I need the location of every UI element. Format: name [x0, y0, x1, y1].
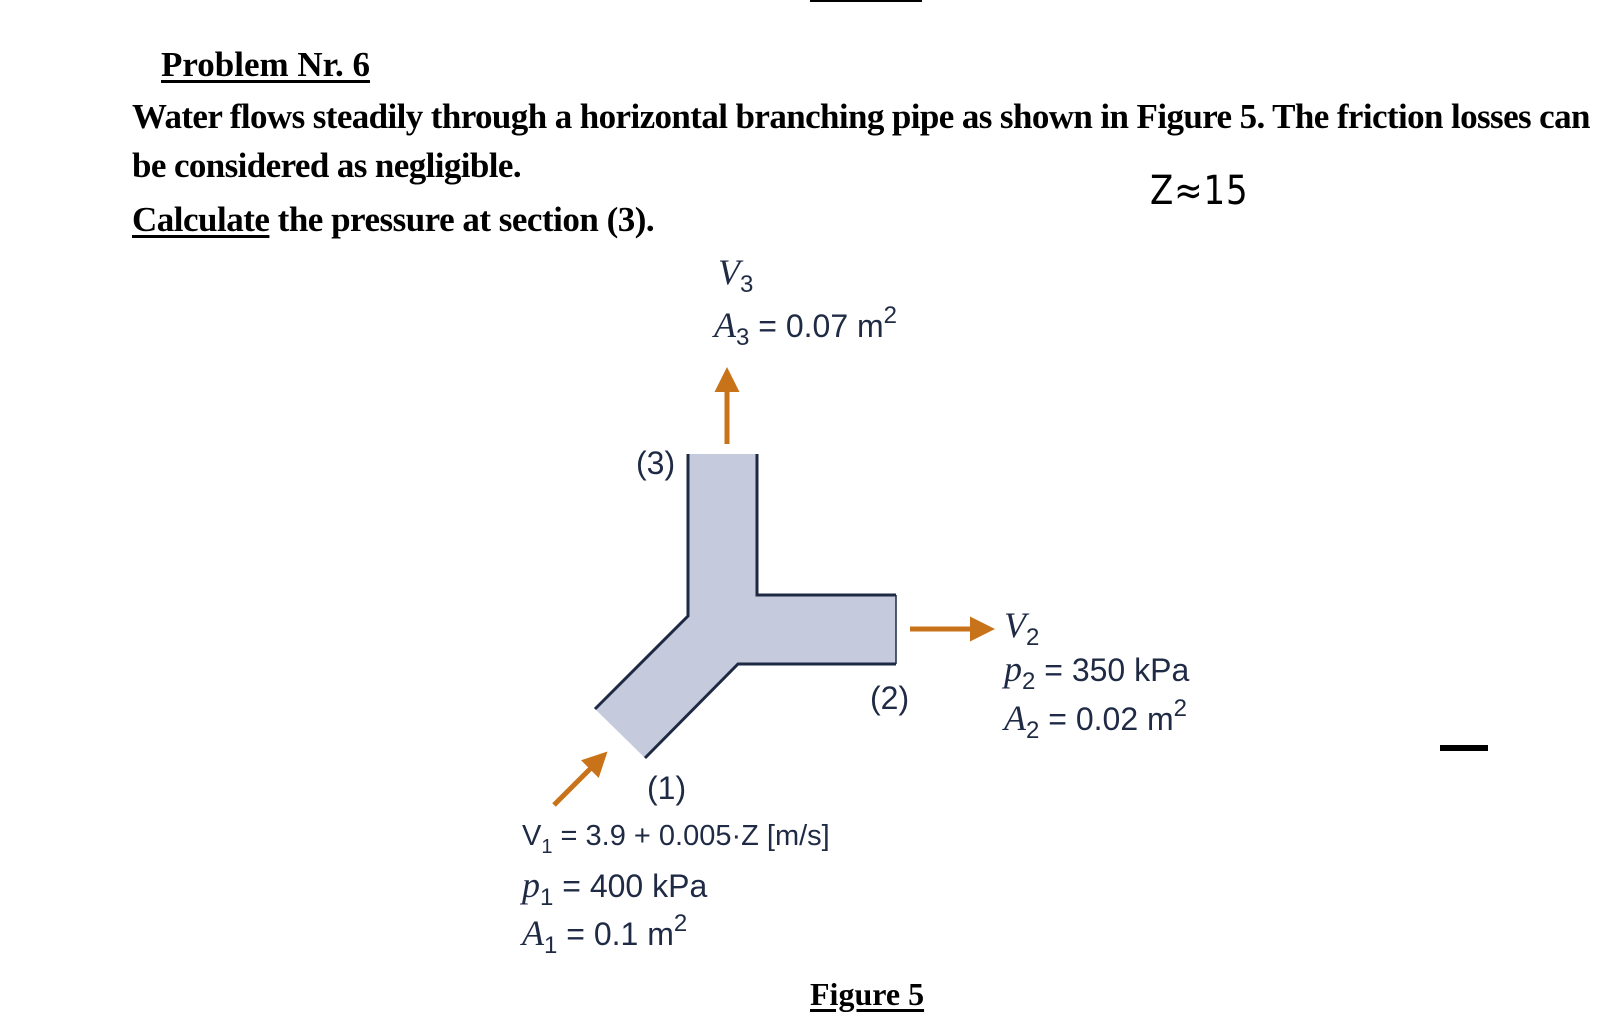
- task-verb: Calculate: [132, 200, 270, 239]
- section-2-label: (2): [870, 680, 910, 716]
- v2-label: $V_2$: [1004, 605, 1040, 651]
- p1-label: $p_1 = 400$ kPa: [522, 865, 708, 911]
- handwritten-note: Z≈15: [1150, 168, 1249, 214]
- section-1-label: (1): [647, 770, 687, 806]
- arrow-v1: [554, 755, 604, 805]
- a1-label: $A_1 = 0.1$ $m^2$: [522, 910, 688, 959]
- a3-label: $A_3 = 0.07$ $m^2$: [714, 302, 898, 351]
- v3-label: $V_3$: [718, 252, 754, 298]
- pipe-body: [595, 454, 896, 758]
- problem-statement: Water flows steadily through a horizontal branching pipe as shown in Figure 5. The friction losses can be considered as negligible.: [132, 97, 1590, 185]
- section-3-label: (3): [636, 445, 676, 481]
- problem-title: Problem Nr. 6: [161, 45, 371, 84]
- figure-caption: Figure 5: [810, 976, 925, 1012]
- p2-label: $p_2 = 350$ kPa: [1004, 649, 1190, 695]
- v1-label: $V_1 = 3.9 + 0.005\cdot Z$ [m/s]: [522, 820, 830, 858]
- task-rest: the pressure at section (3).: [269, 200, 655, 239]
- a2-label: $A_2 = 0.02$ $m^2$: [1004, 695, 1188, 744]
- margin-mark: [1440, 745, 1488, 751]
